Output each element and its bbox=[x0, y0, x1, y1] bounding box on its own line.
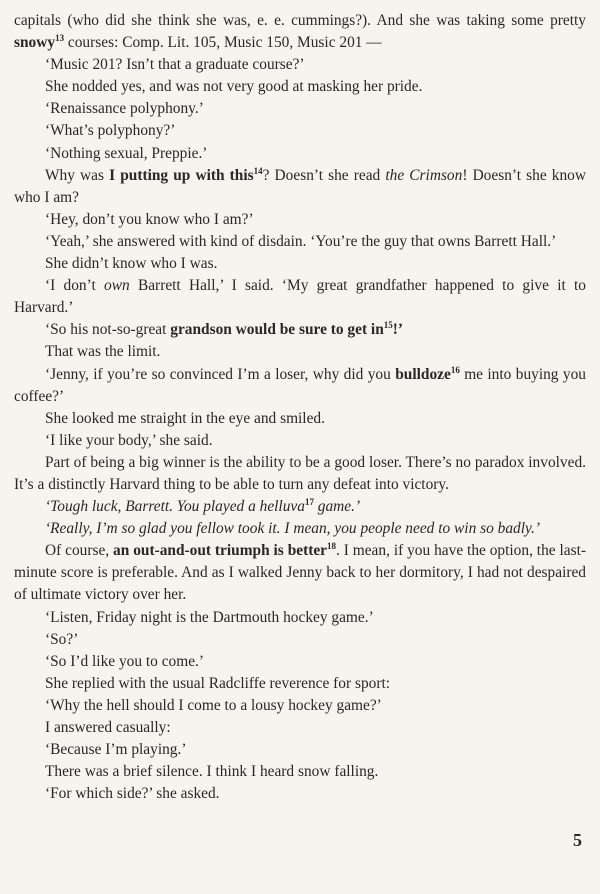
text-run: ‘What’s polyphony?’ bbox=[45, 122, 176, 140]
paragraph bbox=[14, 253, 586, 275]
paragraph bbox=[14, 629, 586, 651]
text-run: She replied with the usual Radcliffe reverence for sport: bbox=[45, 674, 391, 692]
paragraph bbox=[14, 231, 586, 253]
italic-text: ‘Really, I’m so glad you fellow took it. I mean, you people need to win so badly.’ bbox=[45, 520, 540, 538]
text-run: Of course, bbox=[45, 542, 114, 560]
text-run: ‘Yeah,’ she answered with kind of disdain. ‘You’re the guy that owns Barrett Hall.’ bbox=[45, 232, 557, 250]
text-run: ‘Because I’m playing.’ bbox=[45, 741, 187, 759]
paragraph bbox=[14, 430, 586, 452]
paragraph bbox=[14, 739, 586, 761]
bold-text: bulldoze bbox=[395, 365, 451, 383]
text-run: ? Doesn’t she read bbox=[262, 166, 386, 184]
footnote-marker: 18 bbox=[327, 541, 336, 552]
paragraph bbox=[14, 341, 586, 363]
paragraph bbox=[14, 10, 586, 54]
footnote-marker: 13 bbox=[55, 33, 65, 44]
paragraph bbox=[14, 120, 586, 142]
italic-text: the Crimson bbox=[385, 166, 463, 184]
body-text bbox=[14, 10, 586, 805]
text-run: ‘For which side?’ she asked. bbox=[45, 785, 220, 803]
footnote-marker: 16 bbox=[450, 364, 460, 375]
paragraph bbox=[14, 54, 586, 76]
paragraph bbox=[14, 143, 586, 165]
paragraph bbox=[14, 761, 586, 783]
text-run: ‘Jenny, if you’re so convinced I’m a loser, why did you bbox=[45, 365, 396, 383]
text-run: That was the limit. bbox=[45, 343, 161, 361]
text-run: She looked me straight in the eye and smiled. bbox=[45, 409, 325, 427]
paragraph bbox=[14, 275, 586, 319]
text-run: She nodded yes, and was not very good at masking her pride. bbox=[45, 78, 423, 96]
text-run: She didn’t know who I was. bbox=[45, 255, 218, 273]
text-run: ‘Listen, Friday night is the Dartmouth hockey game.’ bbox=[45, 608, 374, 626]
paragraph bbox=[14, 76, 586, 98]
italic-text: helluva bbox=[259, 498, 305, 516]
text-run: courses: Comp. Lit. 105, Music 150, Music 201 — bbox=[64, 34, 382, 52]
paragraph bbox=[14, 209, 586, 231]
italic-text: own bbox=[104, 277, 130, 295]
bold-text: !’ bbox=[392, 321, 404, 339]
paragraph bbox=[14, 540, 586, 606]
text-run: ‘Why the hell should I come to a lousy hockey game?’ bbox=[45, 696, 382, 714]
text-run: ! Doesn’t she know who I am? bbox=[14, 166, 586, 206]
text-run: Barrett Hall,’ I said. ‘My great grandfather happened to give it to Harvard.’ bbox=[14, 277, 587, 317]
text-run: ‘So I’d like you to come.’ bbox=[45, 652, 205, 670]
paragraph bbox=[14, 717, 586, 739]
text-run: There was a brief silence. I think I heard snow falling. bbox=[45, 763, 379, 781]
text-run: ‘Hey, don’t you know who I am?’ bbox=[45, 210, 254, 228]
bold-text: I putting up with this bbox=[109, 166, 254, 184]
paragraph bbox=[14, 165, 586, 209]
paragraph bbox=[14, 319, 586, 341]
paragraph bbox=[14, 607, 586, 629]
paragraph bbox=[14, 452, 586, 496]
paragraph bbox=[14, 364, 586, 408]
paragraph bbox=[14, 651, 586, 673]
italic-text: ‘Tough luck, Barrett. You played a bbox=[45, 498, 260, 516]
paragraph bbox=[14, 695, 586, 717]
paragraph bbox=[14, 518, 586, 540]
paragraph bbox=[14, 408, 586, 430]
bold-text: an out-and-out triumph is better bbox=[113, 542, 327, 560]
footnote-marker: 14 bbox=[253, 165, 263, 176]
text-run: capitals (who did she think she was, e. e. cummings?). And she was taking some pretty bbox=[14, 12, 586, 29]
footnote-marker: 17 bbox=[304, 497, 314, 508]
italic-text: game.’ bbox=[313, 498, 361, 516]
text-run: ‘Renaissance polyphony.’ bbox=[45, 100, 204, 118]
bold-text: grandson would be sure to get in bbox=[170, 321, 384, 339]
paragraph bbox=[14, 98, 586, 120]
text-run: ‘Music 201? Isn’t that a graduate course?’ bbox=[45, 56, 305, 74]
text-run: me into buying you coffee?’ bbox=[14, 365, 586, 405]
text-run: Part of being a big winner is the ability to be a good loser. There’s no paradox involved. It’s a distinctly Harvard thing to be able to turn any defeat into victory. bbox=[14, 453, 586, 493]
bold-text: snowy bbox=[14, 34, 56, 52]
text-run: ‘I don’t bbox=[45, 277, 105, 295]
page-number: 5 bbox=[573, 830, 582, 850]
text-run: ‘Nothing sexual, Preppie.’ bbox=[45, 144, 208, 162]
text-run: ‘So?’ bbox=[45, 630, 79, 648]
footnote-marker: 15 bbox=[383, 320, 393, 331]
paragraph bbox=[14, 783, 586, 805]
text-run: Why was bbox=[45, 166, 110, 184]
text-run: ‘I like your body,’ she said. bbox=[45, 431, 213, 449]
paragraph bbox=[14, 496, 586, 518]
text-run: . I mean, if you have the option, the last-minute score is preferable. And as I walked Jenny back to her dormitory, I had not despaired of ultimate victory over her. bbox=[14, 542, 586, 604]
paragraph bbox=[14, 673, 586, 695]
text-run: ‘So his not-so-great bbox=[45, 321, 171, 339]
text-run: I answered casually: bbox=[45, 719, 171, 736]
